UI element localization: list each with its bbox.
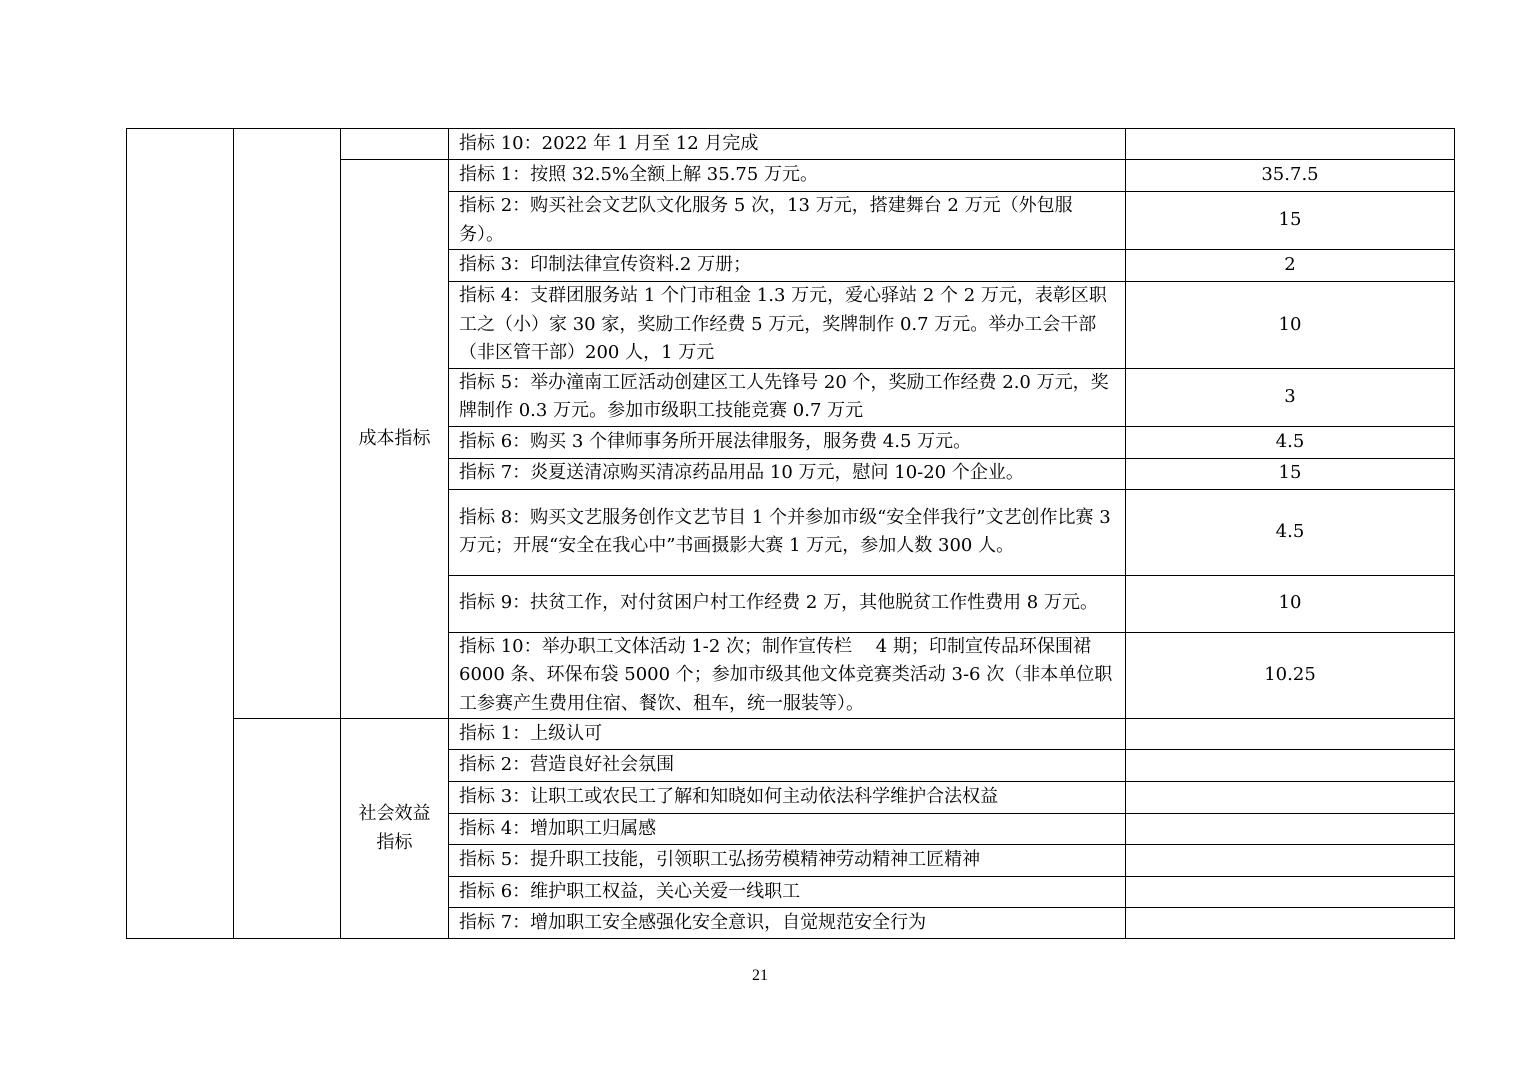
indicator-value: 15 <box>1126 458 1455 489</box>
indicator-text: 指标 7：增加职工安全感强化安全意识，自觉规范安全行为 <box>449 908 1126 939</box>
indicator-value <box>1126 129 1455 160</box>
indicator-value: 2 <box>1126 250 1455 282</box>
indicator-text: 指标 1：按照 32.5%全额上解 35.75 万元。 <box>449 160 1126 192</box>
indicator-text: 指标 5：提升职工技能，引领职工弘扬劳模精神劳动精神工匠精神 <box>449 845 1126 877</box>
indicator-value: 15 <box>1126 192 1455 250</box>
indicator-value: 10 <box>1126 282 1455 369</box>
indicator-text: 指标 10：2022 年 1 月至 12 月完成 <box>449 129 1126 160</box>
indicator-value <box>1126 782 1455 814</box>
indicator-value: 10.25 <box>1126 632 1455 719</box>
level1-cell <box>127 129 234 939</box>
indicator-value: 3 <box>1126 368 1455 426</box>
table-row <box>127 719 1455 750</box>
indicator-text: 指标 3：印制法律宣传资料.2 万册； <box>449 250 1126 282</box>
indicator-value: 10 <box>1126 575 1455 632</box>
level2-cell <box>234 129 341 719</box>
social-category-text: 社会效益指标 <box>358 803 431 853</box>
indicator-text: 指标 6：维护职工权益，关心关爱一线职工 <box>449 877 1126 908</box>
cost-category-label: 成本指标 <box>341 160 449 719</box>
indicator-text: 指标 6：购买 3 个律师事务所开展法律服务，服务费 4.5 万元。 <box>449 426 1126 458</box>
indicator-text: 指标 9：扶贫工作，对付贫困户村工作经费 2 万，其他脱贫工作性费用 8 万元。 <box>449 575 1126 632</box>
indicator-text: 指标 5：举办潼南工匠活动创建区工人先锋号 20 个，奖励工作经费 2.0 万元，奖牌制作 0.3 万元。参加市级职工技能竞赛 0.7 万元 <box>449 368 1126 426</box>
social-category-label <box>341 719 449 939</box>
level2-cell <box>234 719 341 939</box>
indicator-value: 35.7.5 <box>1126 160 1455 192</box>
indicator-text: 指标 4：支群团服务站 1 个门市租金 1.3 万元，爱心驿站 2 个 2 万元，表彰区职工之（小）家 30 家，奖励工作经费 5 万元，奖牌制作 0.7 万元。举办工会干部（非区管干部）200 人，1 万元 <box>449 282 1126 369</box>
indicator-value <box>1126 750 1455 782</box>
indicator-text: 指标 2：营造良好社会氛围 <box>449 750 1126 782</box>
table-row <box>127 129 1455 160</box>
indicator-value: 4.5 <box>1126 489 1455 575</box>
indicator-text: 指标 1：上级认可 <box>449 719 1126 750</box>
page-number: 21 <box>752 967 768 984</box>
indicator-value <box>1126 877 1455 908</box>
indicator-text: 指标 3：让职工或农民工了解和知晓如何主动依法科学维护合法权益 <box>449 782 1126 814</box>
indicator-text: 指标 10：举办职工文体活动 1-2 次；制作宣传栏 4 期；印制宣传品环保围裙 6000 条、环保布袋 5000 个；参加市级其他文体竞赛类活动 3-6 次（非本单位职工参赛产生费用住宿、餐饮、租车，统一服装等）。 <box>449 632 1126 719</box>
indicator-value <box>1126 719 1455 750</box>
indicator-text: 指标 4：增加职工归属感 <box>449 814 1126 845</box>
indicator-table <box>126 128 1455 939</box>
indicator-value: 4.5 <box>1126 426 1455 458</box>
indicator-text: 指标 8：购买文艺服务创作文艺节目 1 个并参加市级“安全伴我行”文艺创作比赛 3 万元；开展“安全在我心中”书画摄影大赛 1 万元，参加人数 300 人。 <box>449 489 1126 575</box>
indicator-text: 指标 7：炎夏送清凉购买清凉药品用品 10 万元，慰问 10-20 个企业。 <box>449 458 1126 489</box>
indicator-value <box>1126 908 1455 939</box>
indicator-value <box>1126 845 1455 877</box>
indicator-value <box>1126 814 1455 845</box>
indicator-text: 指标 2：购买社会文艺队文化服务 5 次，13 万元，搭建舞台 2 万元（外包服务）。 <box>449 192 1126 250</box>
level3-cell <box>341 129 449 160</box>
